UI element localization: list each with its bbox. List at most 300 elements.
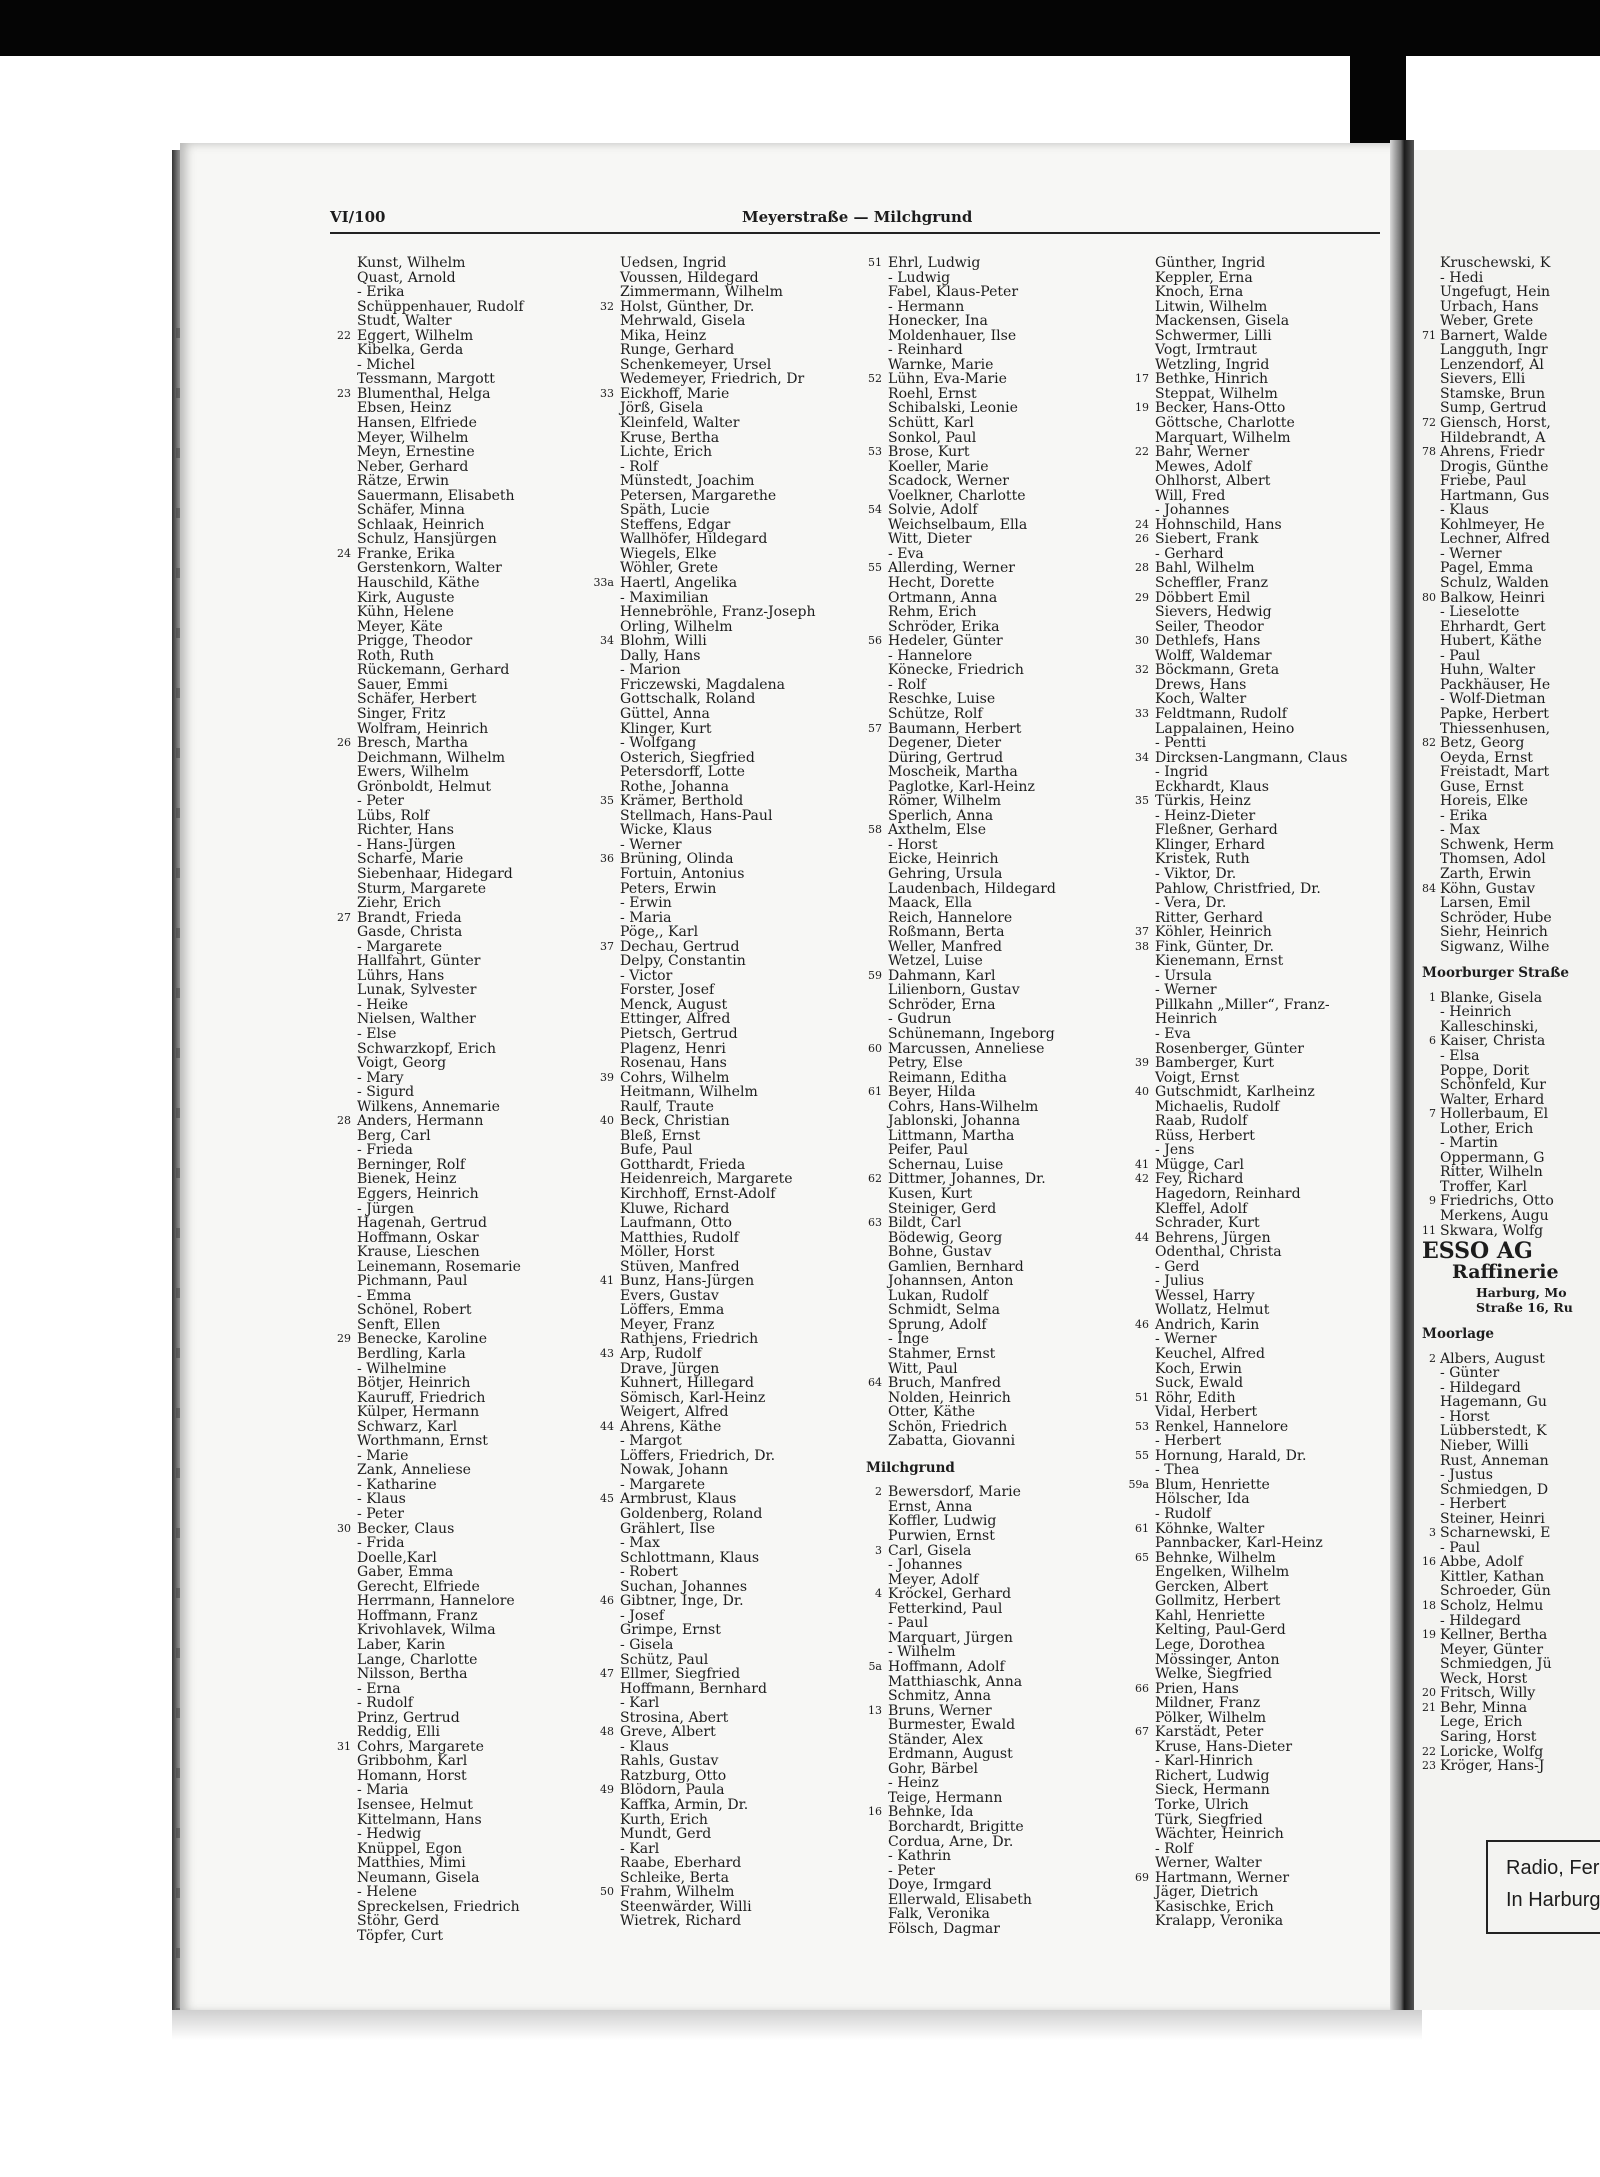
- resident-name: Sauer, Emmi: [357, 676, 448, 693]
- resident-name: Möller, Horst: [620, 1244, 715, 1261]
- resident-entry: [1440, 518, 1573, 533]
- resident-name: Güttel, Anna: [620, 705, 710, 722]
- resident-name: Dally, Hans: [620, 647, 701, 664]
- resident-entry: [1422, 1627, 1573, 1644]
- resident-name: Engelken, Wilhelm: [1155, 1564, 1290, 1581]
- resident-entry: [600, 385, 816, 402]
- resident-name: - Katharine: [357, 1476, 437, 1493]
- resident-entry: [620, 722, 816, 737]
- resident-name: Wolfram, Heinrich: [357, 720, 489, 737]
- resident-name: - Victor: [620, 967, 673, 984]
- resident-entry: [357, 314, 524, 329]
- resident-name: Bötjer, Heinrich: [357, 1375, 471, 1392]
- resident-name: - Hildegard: [1440, 1379, 1521, 1396]
- resident-name: Cohrs, Hans-Wilhelm: [888, 1098, 1039, 1115]
- house-number: 51: [868, 256, 882, 269]
- resident-name: Zarth, Erwin: [1440, 865, 1532, 882]
- house-number: 41: [600, 1274, 614, 1288]
- resident-name: Scharfe, Marie: [357, 851, 464, 868]
- house-number: 51: [1135, 1390, 1149, 1404]
- resident-name: Walter, Erhard: [1440, 1091, 1545, 1108]
- resident-entry: [620, 1682, 816, 1697]
- resident-name: - Margarete: [620, 1476, 706, 1493]
- house-number: 37: [600, 939, 614, 953]
- resident-entry: [1135, 560, 1348, 577]
- resident-entry: [1440, 1424, 1573, 1439]
- resident-name: Stamske, Brun: [1440, 385, 1546, 402]
- resident-name: - Ursula: [1155, 967, 1212, 984]
- resident-name: Gutschmidt, Karlheinz: [1155, 1084, 1315, 1101]
- resident-entry: [620, 1653, 816, 1668]
- resident-entry: [357, 1434, 524, 1449]
- resident-name: Pagel, Emma: [1440, 560, 1534, 577]
- resident-name: Ständer, Alex: [888, 1731, 983, 1748]
- resident-entry: [888, 925, 1056, 940]
- resident-entry: [888, 358, 1056, 373]
- resident-name: Paglotke, Karl-Heinz: [888, 778, 1035, 795]
- resident-name: Prigge, Theodor: [357, 633, 473, 650]
- resident-entry: [620, 1740, 816, 1755]
- resident-entry: [1440, 387, 1573, 402]
- resident-entry: [357, 1056, 524, 1071]
- resident-name: Ritter, Gerhard: [1155, 909, 1264, 926]
- resident-entry: [357, 1856, 524, 1871]
- resident-name: Gottschalk, Roland: [620, 691, 756, 708]
- resident-name: Nowak, Johann: [620, 1462, 729, 1479]
- resident-entry: [888, 1776, 1056, 1791]
- resident-name: Rätze, Erwin: [357, 473, 450, 490]
- house-number: 49: [600, 1783, 614, 1797]
- house-number: 26: [337, 736, 351, 750]
- resident-name: Kaffka, Armin, Dr.: [620, 1796, 749, 1813]
- resident-entry: [1155, 1042, 1348, 1057]
- house-number: 35: [1135, 794, 1149, 808]
- resident-name: Heinrich: [1155, 1011, 1218, 1028]
- resident-entry: [620, 532, 816, 547]
- resident-entry: [620, 882, 816, 897]
- resident-entry: [620, 809, 816, 824]
- house-number: 24: [1135, 517, 1149, 531]
- resident-entry: [1155, 1245, 1348, 1260]
- resident-name: Jörß, Gisela: [620, 400, 704, 417]
- resident-entry: [888, 751, 1056, 766]
- resident-name: Matthies, Mimi: [357, 1855, 466, 1872]
- resident-entry: [1155, 1827, 1348, 1842]
- resident-name: Dahmann, Karl: [888, 967, 996, 984]
- house-number: 36: [600, 852, 614, 866]
- resident-entry: [888, 1420, 1056, 1435]
- resident-name: Rothe, Johanna: [620, 778, 729, 795]
- house-number: 26: [1135, 532, 1149, 546]
- page-title: Meyerstraße — Milchgrund: [742, 208, 973, 226]
- resident-name: - Herbert: [1440, 1496, 1507, 1513]
- resident-entry: [1440, 256, 1573, 271]
- resident-entry: [620, 692, 816, 707]
- resident-entry: [875, 1542, 1056, 1559]
- resident-name: - Heinrich: [1440, 1004, 1512, 1021]
- resident-entry: [1440, 722, 1573, 737]
- resident-entry: [1440, 1614, 1573, 1629]
- resident-entry: [1440, 1715, 1573, 1730]
- resident-entry: [620, 1798, 816, 1813]
- resident-entry: [875, 1484, 1056, 1501]
- resident-entry: [888, 460, 1056, 475]
- resident-name: Vidal, Herbert: [1155, 1404, 1258, 1421]
- resident-entry: [1135, 1549, 1348, 1566]
- resident-entry: [1440, 1584, 1573, 1599]
- resident-name: Wetzel, Luise: [888, 953, 983, 970]
- resident-name: Sperlich, Anna: [888, 807, 994, 824]
- resident-entry: [620, 1623, 816, 1638]
- resident-name: Horeis, Elke: [1440, 793, 1528, 810]
- resident-entry: [1155, 998, 1348, 1013]
- resident-name: - Margarete: [357, 938, 443, 955]
- resident-name: Schön, Friedrich: [888, 1418, 1008, 1435]
- resident-entry: [1440, 1093, 1573, 1108]
- resident-entry: [1440, 1122, 1573, 1137]
- resident-entry: [1440, 1136, 1573, 1151]
- resident-entry: [620, 1914, 816, 1929]
- resident-entry: [620, 1754, 816, 1769]
- resident-entry: [357, 1231, 524, 1246]
- resident-entry: [888, 1303, 1056, 1318]
- resident-entry: [888, 401, 1056, 416]
- resident-entry: [1135, 938, 1348, 955]
- resident-name: Mössinger, Anton: [1155, 1651, 1280, 1668]
- resident-entry: [620, 823, 816, 838]
- house-number: 71: [1422, 328, 1436, 342]
- resident-name: Becker, Hans-Otto: [1155, 400, 1286, 417]
- resident-name: Gehring, Ursula: [888, 865, 1003, 882]
- house-number: 29: [337, 1332, 351, 1346]
- resident-entry: [888, 1231, 1056, 1246]
- ad-line-2: In Harburg: [1506, 1889, 1600, 1911]
- resident-name: Deichmann, Wilhelm: [357, 749, 506, 766]
- resident-name: Kibelka, Gerda: [357, 342, 464, 359]
- resident-entry: [357, 634, 524, 649]
- resident-name: Hubert, Käthe: [1440, 633, 1542, 650]
- resident-name: Meyer, Käte: [357, 618, 443, 635]
- resident-entry: [357, 1609, 524, 1624]
- house-number: 59: [868, 968, 882, 982]
- resident-entry: [1440, 852, 1573, 867]
- resident-entry: [1155, 416, 1348, 431]
- resident-entry: [1440, 838, 1573, 853]
- resident-name: Drave, Jürgen: [620, 1360, 720, 1377]
- resident-entry: [1440, 460, 1573, 475]
- resident-entry: [357, 300, 524, 315]
- resident-name: Rüss, Herbert: [1155, 1127, 1255, 1144]
- resident-name: Mika, Heinz: [620, 327, 707, 344]
- house-number: 39: [600, 1070, 614, 1084]
- house-number: 7: [1429, 1107, 1436, 1121]
- resident-entry: [357, 620, 524, 635]
- house-number: 40: [600, 1114, 614, 1128]
- resident-name: Thomsen, Adol: [1440, 851, 1546, 868]
- resident-entry: [337, 385, 524, 402]
- resident-entry: [357, 722, 524, 737]
- resident-name: Papke, Herbert: [1440, 705, 1549, 722]
- resident-name: Kruse, Hans-Dieter: [1155, 1738, 1293, 1755]
- resident-name: - Kathrin: [888, 1848, 952, 1865]
- house-number: 53: [868, 445, 882, 459]
- resident-entry: [1440, 765, 1573, 780]
- resident-name: Merkens, Augu: [1440, 1208, 1549, 1224]
- resident-entry: [620, 285, 816, 300]
- resident-entry: [620, 707, 816, 722]
- resident-name: Hedeler, Günter: [888, 633, 1003, 650]
- resident-entry: [1155, 1696, 1348, 1711]
- resident-name: Lunak, Sylvester: [357, 982, 477, 999]
- resident-name: Prinz, Gertrud: [357, 1709, 460, 1726]
- resident-name: Böckmann, Greta: [1155, 662, 1280, 679]
- resident-name: Laudenbach, Hildegard: [888, 880, 1056, 897]
- house-number: 30: [337, 1521, 351, 1535]
- house-number: 61: [1135, 1521, 1149, 1535]
- resident-name: - Rolf: [620, 458, 658, 475]
- resident-entry: [357, 765, 524, 780]
- resident-entry: [888, 1158, 1056, 1173]
- resident-entry: [1155, 852, 1348, 867]
- resident-entry: [1155, 1405, 1348, 1420]
- resident-entry: [357, 489, 524, 504]
- resident-name: Litwin, Wilhelm: [1155, 298, 1268, 315]
- resident-entry: [357, 1376, 524, 1391]
- resident-entry: [888, 271, 1056, 286]
- resident-name: Schönfeld, Kur: [1440, 1077, 1546, 1094]
- house-number: 56: [868, 634, 882, 648]
- resident-entry: [888, 343, 1056, 358]
- resident-name: Gasde, Christa: [357, 924, 463, 941]
- resident-name: Schrader, Kurt: [1155, 1215, 1260, 1232]
- resident-name: Wilkens, Annemarie: [357, 1098, 500, 1115]
- resident-entry: [888, 1689, 1056, 1704]
- resident-entry: [1155, 474, 1348, 489]
- resident-name: Stüven, Manfred: [620, 1258, 740, 1275]
- house-number: 6: [1429, 1034, 1436, 1048]
- resident-entry: [1429, 1350, 1573, 1367]
- resident-entry: [357, 1667, 524, 1682]
- resident-entry: [1155, 285, 1348, 300]
- resident-name: Berninger, Rolf: [357, 1156, 466, 1173]
- resident-name: Steiner, Heinri: [1440, 1510, 1545, 1527]
- resident-entry: [1155, 576, 1348, 591]
- resident-name: Lukan, Rudolf: [888, 1287, 989, 1304]
- resident-entry: [1155, 300, 1348, 315]
- resident-name: Pannbacker, Karl-Heinz: [1155, 1535, 1323, 1552]
- resident-name: Ohlhorst, Albert: [1155, 473, 1271, 490]
- resident-entry: [1422, 1758, 1573, 1775]
- resident-entry: [1135, 1680, 1348, 1697]
- resident-name: - Herbert: [1155, 1433, 1222, 1450]
- resident-entry: [1155, 1711, 1348, 1726]
- resident-entry: [1440, 1483, 1573, 1498]
- resident-entry: [620, 1871, 816, 1886]
- resident-entry: [620, 1012, 816, 1027]
- resident-entry: [357, 1202, 524, 1217]
- resident-name: Raab, Rudolf: [1155, 1113, 1248, 1130]
- resident-name: Goldenberg, Roland: [620, 1506, 763, 1523]
- house-number: 34: [1135, 750, 1149, 764]
- house-number: 61: [868, 1085, 882, 1099]
- resident-name: Hoffmann, Franz: [357, 1607, 478, 1624]
- resident-entry: [1155, 809, 1348, 824]
- resident-name: Bahr, Werner: [1155, 444, 1250, 461]
- resident-name: Doelle,Karl: [357, 1549, 437, 1566]
- resident-name: Schlaak, Heinrich: [357, 516, 485, 533]
- resident-entry: [1440, 823, 1573, 838]
- resident-name: - Vera, Dr.: [1155, 895, 1227, 912]
- resident-entry: [620, 489, 816, 504]
- resident-name: Schünemann, Ingeborg: [888, 1025, 1055, 1042]
- resident-entry: [888, 591, 1056, 606]
- resident-entry: [888, 692, 1056, 707]
- resident-entry: [1135, 1389, 1348, 1406]
- resident-name: Kalleschinski,: [1440, 1018, 1539, 1035]
- house-number: 33: [600, 386, 614, 400]
- resident-name: - Ludwig: [888, 269, 951, 286]
- resident-name: Ritter, Wilheln: [1440, 1164, 1543, 1181]
- resident-entry: [888, 882, 1056, 897]
- resident-entry: [357, 358, 524, 373]
- resident-name: Voigt, Ernst: [1155, 1069, 1240, 1086]
- resident-entry: [1440, 794, 1573, 809]
- resident-entry: [1155, 1376, 1348, 1391]
- resident-entry: [337, 1520, 524, 1537]
- resident-entry: [888, 1100, 1056, 1115]
- resident-name: Allerding, Werner: [888, 560, 1016, 577]
- resident-entry: [1440, 1049, 1573, 1064]
- resident-name: Voelkner, Charlotte: [888, 487, 1026, 504]
- resident-name: - Wilhelm: [888, 1644, 956, 1661]
- resident-entry: [357, 1696, 524, 1711]
- resident-name: Schwarzkopf, Erich: [357, 1040, 497, 1057]
- resident-name: Torke, Ulrich: [1155, 1796, 1249, 1813]
- resident-name: Grählert, Ilse: [620, 1520, 716, 1537]
- resident-entry: [888, 678, 1056, 693]
- resident-entry: [1440, 896, 1573, 911]
- resident-name: Bethke, Hinrich: [1155, 371, 1268, 388]
- resident-name: - Heike: [357, 996, 409, 1013]
- resident-name: Knoch, Erna: [1155, 284, 1244, 301]
- resident-name: Littmann, Martha: [888, 1127, 1015, 1144]
- resident-name: Erdmann, August: [888, 1746, 1013, 1763]
- resident-name: Suck, Ewald: [1155, 1375, 1244, 1392]
- resident-entry: [1155, 1580, 1348, 1595]
- resident-entry: [1440, 1078, 1573, 1093]
- resident-name: Studt, Walter: [357, 313, 452, 330]
- resident-name: Kristek, Ruth: [1155, 851, 1250, 868]
- resident-name: Schmitz, Anna: [888, 1688, 991, 1705]
- resident-entry: [1422, 1743, 1573, 1760]
- house-number: 67: [1135, 1725, 1149, 1739]
- house-number: 22: [1135, 445, 1149, 459]
- resident-name: Hartmann, Werner: [1155, 1869, 1290, 1886]
- resident-entry: [620, 271, 816, 286]
- resident-entry: [888, 1405, 1056, 1420]
- resident-name: Döbbert Emil: [1155, 589, 1251, 606]
- resident-name: - Eva: [1155, 1025, 1191, 1042]
- resident-name: Mildner, Franz: [1155, 1695, 1261, 1712]
- resident-name: Ernst, Anna: [888, 1498, 973, 1515]
- resident-entry: [868, 1658, 1056, 1675]
- resident-entry: [888, 1747, 1056, 1762]
- resident-entry: [868, 560, 1056, 577]
- resident-entry: [620, 1696, 816, 1711]
- resident-name: Behnke, Wilhelm: [1155, 1549, 1276, 1566]
- resident-entry: [620, 401, 816, 416]
- resident-name: Axthelm, Else: [888, 822, 987, 839]
- resident-name: - Karl: [620, 1695, 660, 1712]
- house-number: 20: [1422, 1686, 1436, 1700]
- resident-name: Strosina, Abert: [620, 1709, 729, 1726]
- resident-name: Oppermann, G: [1440, 1149, 1545, 1166]
- resident-name: Reich, Hannelore: [888, 909, 1013, 926]
- resident-name: Lühn, Eva-Marie: [888, 371, 1007, 388]
- resident-name: Huhn, Walter: [1440, 662, 1536, 679]
- resident-entry: [1155, 605, 1348, 620]
- resident-entry: [1155, 1434, 1348, 1449]
- resident-entry: [1155, 649, 1348, 664]
- house-number: 72: [1422, 416, 1436, 430]
- resident-name: Mundt, Gerd: [620, 1826, 712, 1843]
- resident-name: Eggers, Heinrich: [357, 1186, 479, 1202]
- resident-entry: [600, 1113, 816, 1130]
- resident-name: Hecht, Dorette: [888, 575, 995, 592]
- facing-page-column: [1422, 255, 1573, 1775]
- resident-entry: [620, 1027, 816, 1042]
- resident-name: Lübberstedt, K: [1440, 1423, 1547, 1440]
- resident-entry: [620, 620, 816, 635]
- resident-entry: [357, 1900, 524, 1915]
- resident-name: Eckhardt, Klaus: [1155, 778, 1269, 795]
- resident-entry: [1422, 1685, 1573, 1702]
- section-heading: Moorburger Straße: [1422, 965, 1569, 982]
- resident-entry: [620, 1449, 816, 1464]
- resident-entry: [357, 1914, 524, 1929]
- resident-entry: [1422, 327, 1573, 344]
- resident-name: Fritsch, Willy: [1440, 1685, 1536, 1702]
- resident-name: Marquart, Jürgen: [888, 1629, 1013, 1646]
- resident-entry: [357, 1769, 524, 1784]
- resident-name: - Erika: [357, 284, 405, 301]
- resident-name: Heitmann, Wilhelm: [620, 1084, 758, 1101]
- resident-name: Kienemann, Ernst: [1155, 953, 1284, 970]
- resident-entry: [620, 1609, 816, 1624]
- directory-column-1: [337, 255, 524, 1944]
- resident-name: - Werner: [1440, 545, 1502, 562]
- resident-name: Otter, Käthe: [888, 1404, 976, 1421]
- resident-name: Wessel, Harry: [1155, 1287, 1255, 1304]
- resident-entry: [357, 1871, 524, 1886]
- resident-name: - Werner: [1155, 1331, 1217, 1348]
- resident-entry: [1440, 285, 1573, 300]
- resident-entry: [357, 1463, 524, 1478]
- resident-name: Schibalski, Leonie: [888, 400, 1018, 417]
- resident-name: - Sigurd: [357, 1084, 415, 1101]
- resident-entry: [1135, 1229, 1348, 1246]
- resident-name: Rosenau, Hans: [620, 1055, 727, 1072]
- resident-entry: [1440, 1151, 1573, 1166]
- resident-name: - Ingrid: [1155, 764, 1208, 781]
- resident-entry: [888, 838, 1056, 853]
- resident-name: Weller, Manfred: [888, 938, 1003, 955]
- resident-name: Ahrens, Käthe: [620, 1418, 722, 1435]
- resident-entry: [620, 1085, 816, 1100]
- resident-entry: [1440, 1672, 1573, 1687]
- resident-entry: [620, 1129, 816, 1144]
- house-number: 21: [1422, 1700, 1436, 1714]
